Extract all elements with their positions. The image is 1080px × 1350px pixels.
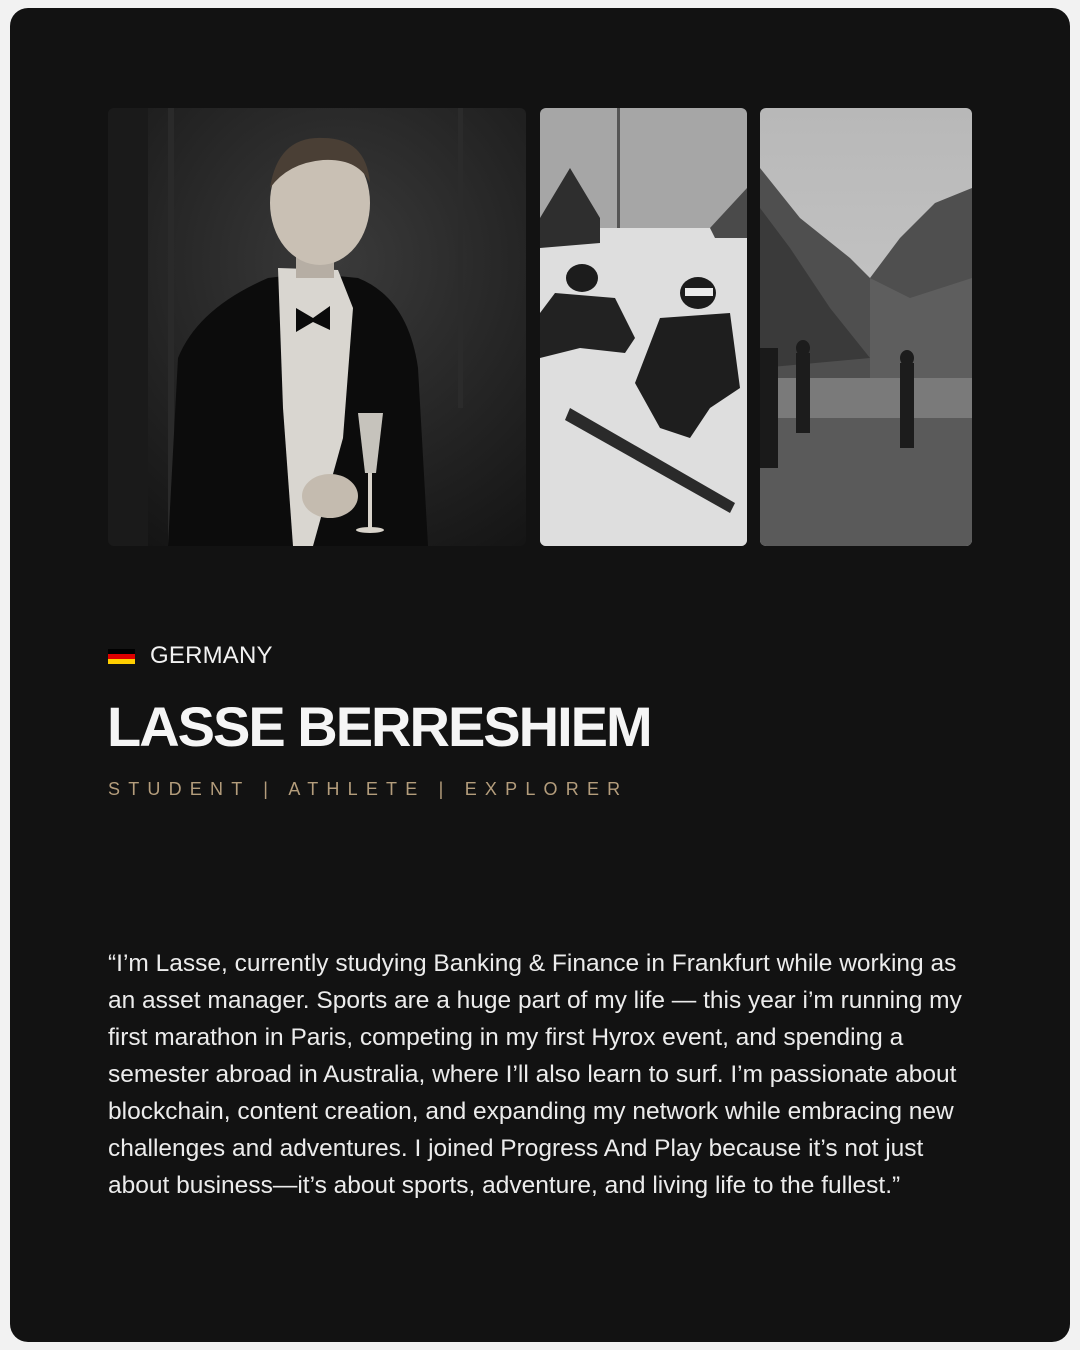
snowboard-photo — [540, 108, 747, 546]
country-row — [108, 641, 273, 671]
profile-card — [10, 8, 1070, 1342]
person-name: LASSE BERRESHIEM — [107, 695, 651, 758]
mountain-photo — [760, 108, 972, 546]
bio-quote: “I’m Lasse, currently studying Banking & Finance in Frankfurt while working as an asset manager. Sports are a huge part of my life — this year i’m running my first marathon in Paris, competing in my first Hyrox event, and spending a semester abroad in Australia, where I’ll also learn to surf. I’m passionate about blockchain, content creation, and expanding my network while embracing new challenges and adventures. I joined Progress And Play because it’s not just about business—it’s about sports, adventure, and living life to the fullest.” — [108, 950, 962, 1199]
germany-flag-icon — [108, 649, 135, 664]
roles-tagline: STUDENT | ATHLETE | EXPLORER — [108, 779, 629, 799]
portrait-photo — [108, 108, 526, 546]
country-label: GERMANY — [150, 642, 273, 669]
